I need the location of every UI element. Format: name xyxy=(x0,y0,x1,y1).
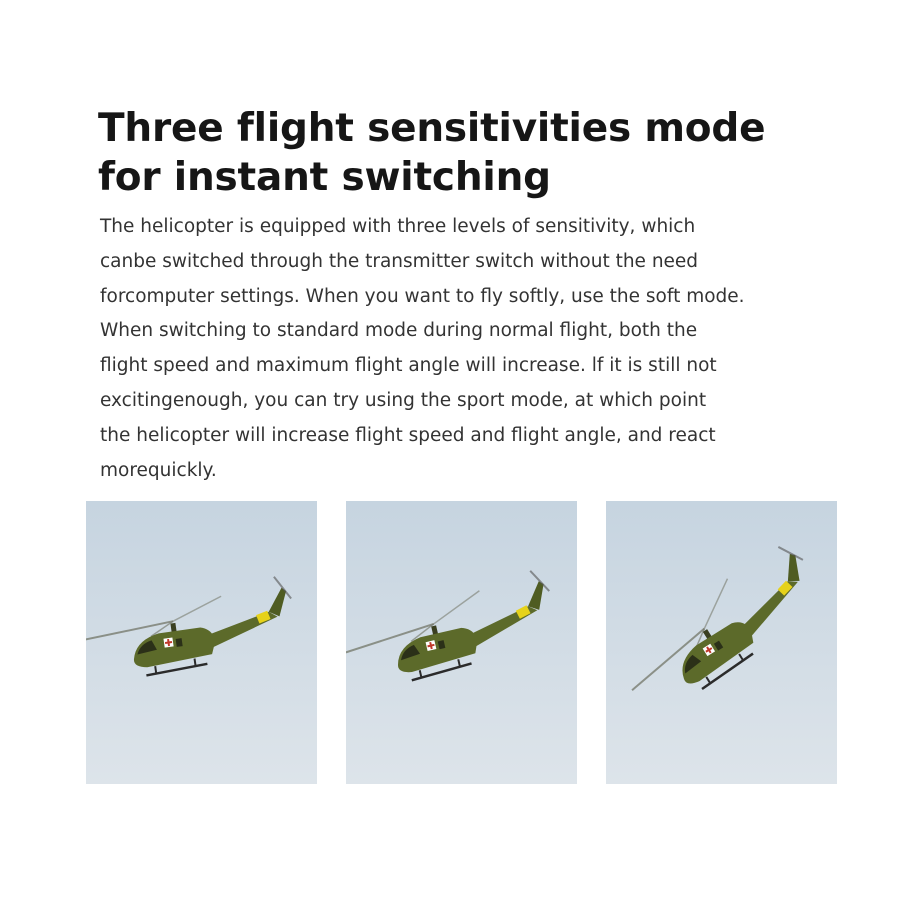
headline-line-1: Three flight sensitivities mode xyxy=(98,106,766,151)
headline-line-2: for instant switching xyxy=(98,155,551,200)
helicopter-photo-standard xyxy=(346,501,577,784)
description-line-8: morequickly. xyxy=(100,459,217,481)
helicopter-photo-sport-image xyxy=(606,501,837,784)
headline xyxy=(98,104,858,202)
description-line-2: canbe switched through the transmitter switch without the need xyxy=(100,250,699,272)
helicopter-photo-sport xyxy=(606,501,837,784)
helicopter-photo-soft xyxy=(86,501,317,784)
description-line-5: flight speed and maximum flight angle will increase. lf it is still not xyxy=(100,355,717,377)
helicopter-photo-soft-image xyxy=(86,501,317,784)
description xyxy=(100,210,820,488)
description-line-7: the helicopter will increase flight speed and flight angle, and react xyxy=(100,424,716,446)
helicopter-photo-standard-image xyxy=(346,501,577,784)
description-line-3: forcomputer settings. When you want to fly softly, use the soft mode. xyxy=(100,285,745,307)
description-line-4: When switching to standard mode during normal flight, both the xyxy=(100,320,698,342)
description-line-6: excitingenough, you can try using the sport mode, at which point xyxy=(100,389,707,411)
description-line-1: The helicopter is equipped with three levels of sensitivity, which xyxy=(100,216,696,237)
